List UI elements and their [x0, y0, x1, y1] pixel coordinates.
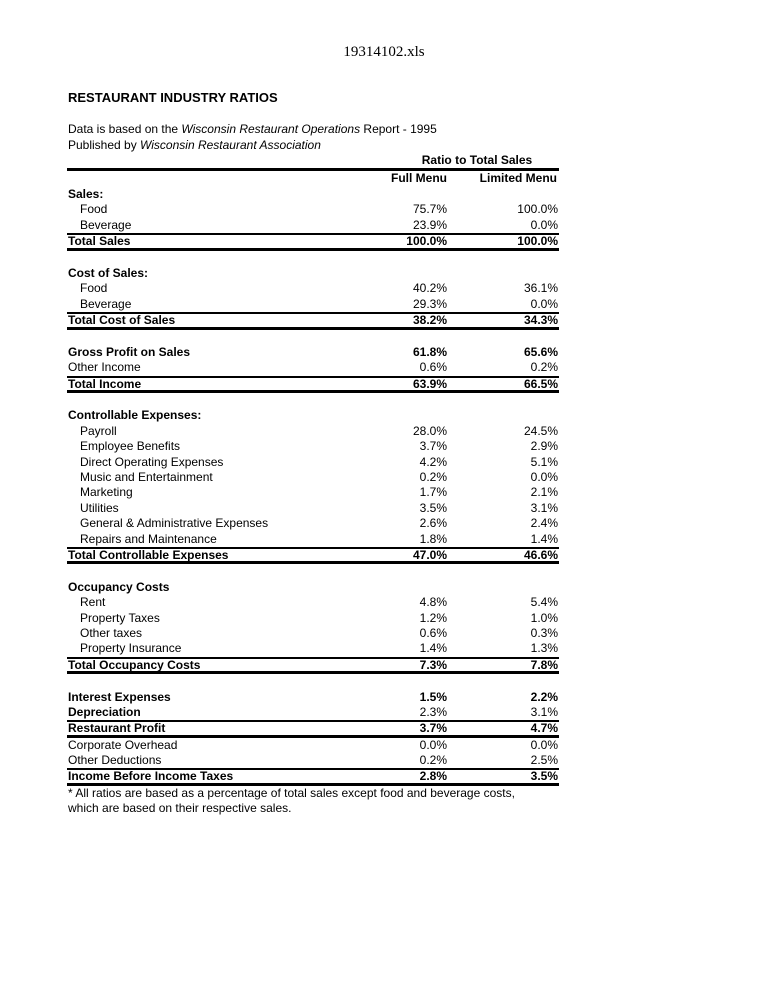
row-label: Utilities	[80, 500, 119, 515]
spacer-row	[67, 564, 559, 579]
row-label: Music and Entertainment	[80, 470, 213, 485]
limited-menu-value: 100.0%	[517, 202, 558, 217]
limited-menu-value: 1.4%	[530, 531, 558, 546]
full-menu-value: 63.9%	[412, 376, 447, 391]
table-row	[67, 297, 559, 312]
full-menu-value: 0.0%	[419, 737, 447, 752]
limited-menu-value: 1.3%	[530, 641, 558, 656]
publisher-line	[68, 138, 321, 152]
limited-menu-value: 24.5%	[523, 423, 558, 438]
limited-menu-value: 2.4%	[530, 516, 558, 531]
table-row	[67, 202, 559, 217]
row-label: Other taxes	[80, 625, 143, 640]
limited-menu-value: 1.0%	[530, 610, 558, 625]
full-menu-value: 3.7%	[419, 721, 447, 736]
total-row	[67, 312, 559, 329]
row-label: Corporate Overhead	[68, 737, 178, 752]
table-row	[67, 455, 559, 470]
group-header-label: Ratio to Total Sales	[421, 153, 533, 167]
limited-menu-value: 100.0%	[517, 234, 558, 249]
spacer-row	[67, 251, 559, 266]
row-label: Total Income	[68, 376, 142, 391]
full-menu-value: 47.0%	[412, 547, 447, 562]
total-row	[67, 720, 559, 737]
file-name: 19314102.xls	[343, 44, 425, 60]
publisher-prefix: Published by	[68, 138, 141, 152]
full-menu-value: 1.5%	[419, 689, 447, 704]
full-menu-value: 4.2%	[419, 454, 447, 469]
publisher-name: Wisconsin Restaurant Association	[140, 138, 321, 152]
limited-menu-value: 4.7%	[530, 721, 558, 736]
full-menu-value: 0.2%	[419, 753, 447, 768]
section-header-row	[67, 266, 559, 281]
row-label: Other Deductions	[68, 753, 162, 768]
row-label: Occupancy Costs	[68, 579, 170, 594]
row-label: General & Administrative Expenses	[80, 516, 269, 531]
table-row	[67, 738, 559, 753]
limited-menu-value: 0.0%	[530, 737, 558, 752]
row-label: Total Sales	[68, 234, 131, 249]
limited-menu-value: 7.8%	[530, 657, 558, 672]
limited-menu-value: 34.3%	[523, 313, 558, 328]
total-row	[67, 657, 559, 674]
row-label: Interest Expenses	[68, 689, 171, 704]
full-menu-value: 1.7%	[419, 485, 447, 500]
table-row	[67, 516, 559, 531]
limited-menu-value: 2.2%	[530, 689, 558, 704]
table-row	[67, 626, 559, 641]
full-menu-value: 38.2%	[412, 313, 447, 328]
full-menu-value: 2.8%	[419, 769, 447, 784]
spacer-row	[67, 674, 559, 689]
total-row	[67, 768, 559, 785]
table-row	[67, 501, 559, 516]
row-label: Beverage	[80, 296, 132, 311]
full-menu-value: 2.6%	[419, 516, 447, 531]
row-label: Depreciation	[68, 704, 141, 719]
row-label: Sales:	[68, 187, 104, 201]
limited-menu-value: 66.5%	[523, 376, 558, 391]
row-label: Total Controllable Expenses	[68, 547, 229, 562]
limited-menu-value: 0.2%	[530, 360, 558, 375]
limited-menu-value: 3.1%	[530, 704, 558, 719]
footnote	[68, 786, 568, 816]
full-menu-value: 40.2%	[412, 281, 447, 296]
source-line	[68, 122, 437, 136]
full-menu-value: 3.7%	[419, 439, 447, 454]
row-label: Food	[80, 281, 108, 296]
full-menu-value: 1.2%	[419, 610, 447, 625]
row-label: Cost of Sales:	[68, 265, 149, 280]
row-label: Repairs and Maintenance	[80, 531, 217, 546]
full-menu-value: 29.3%	[412, 296, 447, 311]
limited-menu-value: 0.0%	[530, 470, 558, 485]
column-header-limited-menu: Limited Menu	[479, 171, 557, 185]
full-menu-value: 3.5%	[419, 500, 447, 515]
row-label: Rent	[80, 595, 106, 610]
row-label: Restaurant Profit	[68, 721, 166, 736]
row-label: Employee Benefits	[80, 439, 181, 454]
row-label: Beverage	[80, 217, 132, 232]
table-row	[67, 218, 559, 233]
ratios-table	[67, 153, 559, 786]
limited-menu-value: 3.5%	[530, 769, 558, 784]
full-menu-value: 61.8%	[412, 344, 447, 359]
full-menu-value: 75.7%	[412, 202, 447, 217]
row-label: Controllable Expenses:	[68, 408, 202, 423]
limited-menu-value: 2.5%	[530, 753, 558, 768]
table-row	[67, 753, 559, 768]
full-menu-value: 0.6%	[419, 625, 447, 640]
total-row	[67, 547, 559, 564]
table-row	[67, 705, 559, 720]
full-menu-value: 0.6%	[419, 360, 447, 375]
limited-menu-value: 5.1%	[530, 454, 558, 469]
table-row	[67, 360, 559, 375]
limited-menu-value: 65.6%	[523, 344, 558, 359]
row-label: Property Taxes	[80, 610, 160, 625]
full-menu-value: 4.8%	[419, 595, 447, 610]
table-body	[67, 187, 559, 786]
limited-menu-value: 3.1%	[530, 500, 558, 515]
table-row	[67, 641, 559, 656]
column-headers	[67, 168, 559, 187]
row-label: Gross Profit on Sales	[68, 344, 191, 359]
row-label: Marketing	[80, 485, 133, 500]
table-row	[67, 532, 559, 547]
full-menu-value: 7.3%	[419, 657, 447, 672]
spacer-row	[67, 330, 559, 345]
table-row	[67, 611, 559, 626]
full-menu-value: 0.2%	[419, 470, 447, 485]
limited-menu-value: 36.1%	[523, 281, 558, 296]
spacer-row	[67, 393, 559, 408]
row-label: Property Insurance	[80, 641, 182, 656]
limited-menu-value: 2.9%	[530, 439, 558, 454]
limited-menu-value: 0.3%	[530, 625, 558, 640]
limited-menu-value: 0.0%	[530, 217, 558, 232]
limited-menu-value: 46.6%	[523, 547, 558, 562]
page-title: RESTAURANT INDUSTRY RATIOS	[68, 90, 278, 105]
source-prefix: Data is based on the	[68, 122, 182, 136]
section-header-row	[67, 408, 559, 423]
total-row	[67, 233, 559, 250]
full-menu-value: 2.3%	[419, 704, 447, 719]
row-label: Total Cost of Sales	[68, 313, 176, 328]
full-menu-value: 100.0%	[406, 234, 447, 249]
full-menu-value: 23.9%	[412, 217, 447, 232]
group-header	[67, 153, 559, 168]
table-row	[67, 690, 559, 705]
total-row	[67, 376, 559, 393]
limited-menu-value: 0.0%	[530, 296, 558, 311]
table-row	[67, 281, 559, 296]
row-label: Direct Operating Expenses	[80, 454, 224, 469]
row-label: Other Income	[68, 360, 141, 375]
full-menu-value: 1.4%	[419, 641, 447, 656]
source-report-name: Wisconsin Restaurant Operations	[181, 122, 361, 136]
section-header-row	[67, 580, 559, 595]
table-row	[67, 424, 559, 439]
section-header-row	[67, 187, 559, 202]
full-menu-value: 1.8%	[419, 531, 447, 546]
row-label: Food	[80, 202, 108, 217]
table-row	[67, 345, 559, 360]
row-label: Payroll	[80, 423, 117, 438]
table-row	[67, 470, 559, 485]
full-menu-value: 28.0%	[412, 423, 447, 438]
column-header-full-menu: Full Menu	[391, 171, 447, 185]
row-label: Total Occupancy Costs	[68, 657, 201, 672]
source-suffix: Report - 1995	[360, 122, 437, 136]
limited-menu-value: 5.4%	[530, 595, 558, 610]
table-row	[67, 595, 559, 610]
table-row	[67, 439, 559, 454]
row-label: Income Before Income Taxes	[68, 769, 234, 784]
footnote-line-1: * All ratios are based as a percentage of total sales except food and beverage costs,	[68, 786, 515, 800]
table-row	[67, 485, 559, 500]
limited-menu-value: 2.1%	[530, 485, 558, 500]
footnote-line-2: which are based on their respective sales.	[68, 801, 292, 815]
